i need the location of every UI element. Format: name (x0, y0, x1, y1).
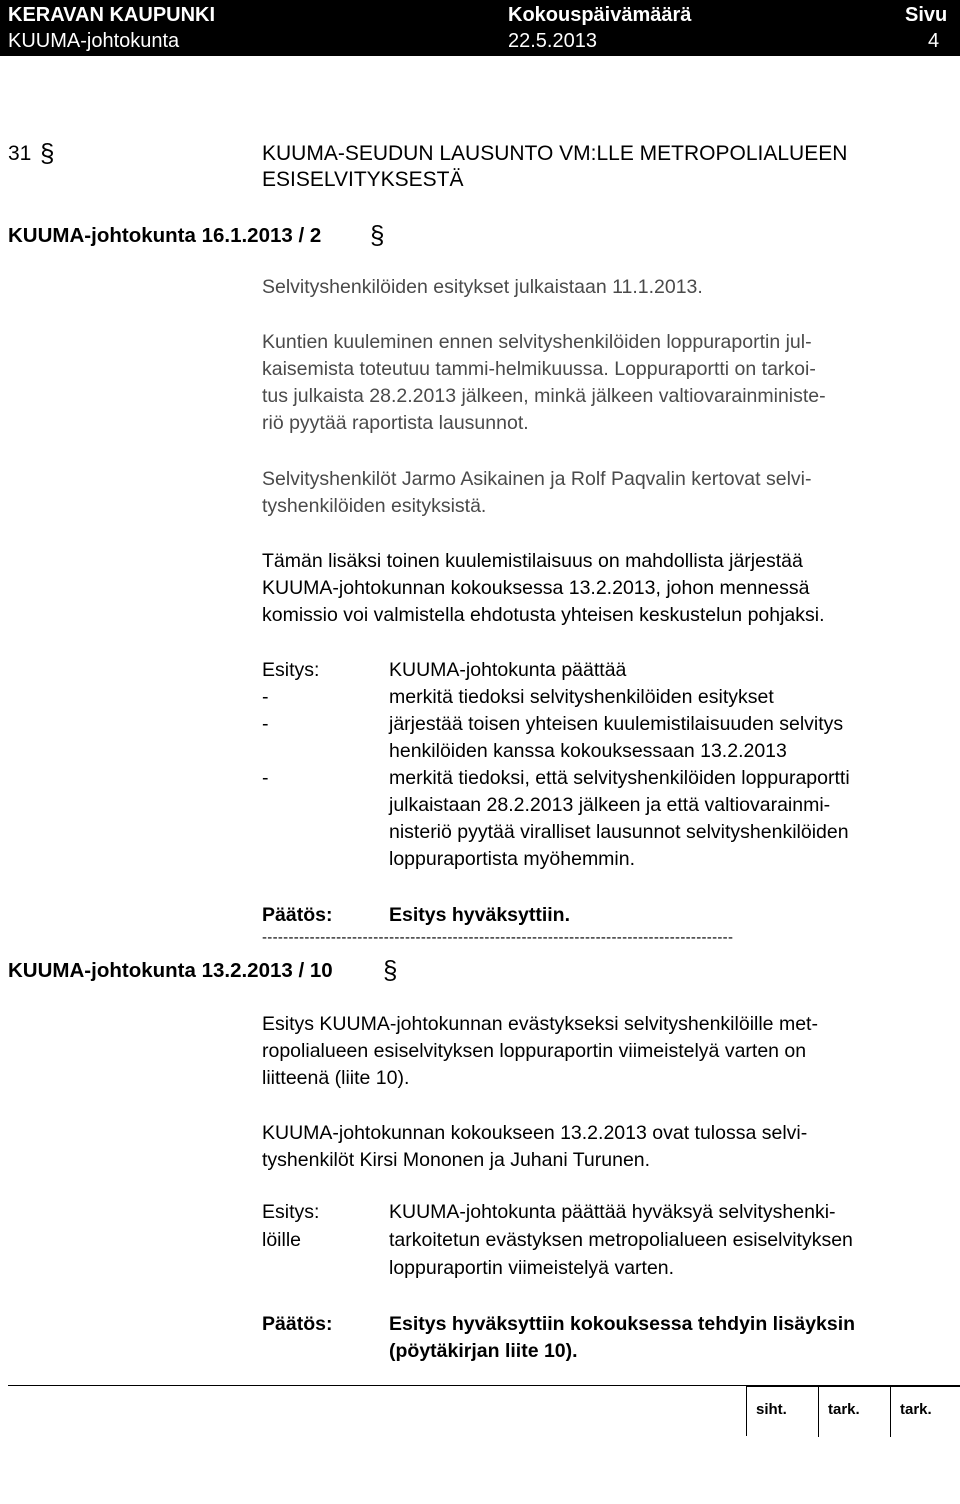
history1-item-line: loppuraportista myöhemmin. (389, 848, 636, 870)
history2-paragraph-1-line: Esitys KUUMA-johtokunnan evästykseksi selvityshenkilöille met- (262, 1013, 818, 1035)
history1-paragraph-1: Selvityshenkilöiden esitykset julkaistaan 11.1.2013. (262, 276, 703, 298)
history1-item-line: henkilöiden kanssa kokouksessaan 13.2.2013 (389, 740, 787, 762)
header-org: KERAVAN KAUPUNKI (8, 4, 216, 26)
history1-proposal-label: Esitys: (262, 659, 320, 681)
section-number: 31 (8, 142, 32, 165)
history-label-1: KUUMA-johtokunta 16.1.2013 / 2 (8, 224, 322, 247)
history1-decision: Esitys hyväksyttiin. (389, 904, 571, 926)
header-date-label: Kokouspäivämäärä (508, 4, 692, 26)
section-title-line-2: ESISELVITYKSESTÄ (262, 168, 464, 191)
history-label-2: KUUMA-johtokunta 13.2.2013 / 10 (8, 959, 333, 982)
section-title-line-1: KUUMA-SEUDUN LAUSUNTO VM:LLE METROPOLIALUEEN (262, 142, 848, 165)
history1-paragraph-2-line: riö pyytää raportista lausunnot. (262, 412, 529, 434)
header-body: KUUMA-johtokunta (8, 30, 180, 52)
history1-item-line: julkaistaan 28.2.2013 jälkeen ja että valtiovarainmi- (389, 794, 831, 816)
history2-decision-line: Esitys hyväksyttiin kokouksessa tehdyin lisäyksin (389, 1313, 856, 1335)
history1-item-line: merkitä tiedoksi, että selvityshenkilöiden loppuraportti (389, 767, 850, 789)
history1-proposal-intro: KUUMA-johtokunta päättää (389, 659, 627, 681)
history1-separator: ----------------------------------------------------------------------------------------- (262, 929, 734, 946)
history1-item-dash: - (262, 713, 269, 735)
history2-proposal-line: KUUMA-johtokunta päättää hyväksyä selvityshenki- (389, 1201, 836, 1223)
history2-paragraph-2-line: tyshenkilöt Kirsi Mononen ja Juhani Turunen. (262, 1149, 651, 1171)
header-page-number: 4 (928, 30, 940, 52)
history1-item-dash: - (262, 767, 269, 789)
history2-proposal-line: tarkoitetun evästyksen metropolialueen esiselvityksen (389, 1229, 853, 1251)
section-sign: § (40, 138, 55, 168)
signature-cell-secretary: siht. (747, 1387, 819, 1437)
history2-decision-line: (pöytäkirjan liite 10). (389, 1340, 578, 1362)
history1-paragraph-4-line: komissio voi valmistella ehdotusta yhteisen keskustelun pohjaksi. (262, 604, 825, 626)
signature-box (746, 1386, 960, 1436)
signature-cell-checker-1: tark. (819, 1387, 891, 1437)
history2-paragraph-1-line: ropolialueen esiselvityksen loppuraportin viimeistelyä varten on (262, 1040, 807, 1062)
history1-paragraph-3-line: Selvityshenkilöt Jarmo Asikainen ja Rolf Paqvalin kertovat selvi- (262, 468, 812, 490)
history1-decision-label: Päätös: (262, 904, 333, 926)
header-date: 22.5.2013 (508, 30, 597, 52)
history1-paragraph-2-line: kaisemista toteutuu tammi-helmikuussa. Loppuraportti on tarkoi- (262, 358, 816, 380)
history1-paragraph-3-line: tyshenkilöiden esityksistä. (262, 495, 487, 517)
history1-item-line: merkitä tiedoksi selvityshenkilöiden esitykset (389, 686, 774, 708)
history-sign-1: § (370, 220, 385, 250)
history-sign-2: § (383, 955, 398, 985)
signature-cell-checker-2: tark. (891, 1387, 960, 1437)
history1-paragraph-4-line: Tämän lisäksi toinen kuulemistilaisuus on mahdollista järjestää (262, 550, 803, 572)
history1-paragraph-4-line: KUUMA-johtokunnan kokouksessa 13.2.2013, johon mennessä (262, 577, 810, 599)
history1-item-line: nisteriö pyytää viralliset lausunnot selvityshenkilöiden (389, 821, 849, 843)
history2-decision-label: Päätös: (262, 1313, 333, 1335)
history1-paragraph-2-line: tus julkaista 28.2.2013 jälkeen, minkä jälkeen valtiovarainministe- (262, 385, 826, 407)
history2-proposal-label-cont: löille (262, 1229, 302, 1251)
history1-item-dash: - (262, 686, 269, 708)
history2-paragraph-1-line: liitteenä (liite 10). (262, 1067, 410, 1089)
history2-proposal-label: Esitys: (262, 1201, 320, 1223)
history2-paragraph-2-line: KUUMA-johtokunnan kokoukseen 13.2.2013 ovat tulossa selvi- (262, 1122, 808, 1144)
history1-paragraph-2-line: Kuntien kuuleminen ennen selvityshenkilöiden loppuraportin jul- (262, 331, 812, 353)
header-page-label: Sivu (905, 4, 948, 26)
history1-item-line: järjestää toisen yhteisen kuulemistilaisuuden selvitys (389, 713, 844, 735)
history2-proposal-line: loppuraportin viimeistelyä varten. (389, 1257, 675, 1279)
